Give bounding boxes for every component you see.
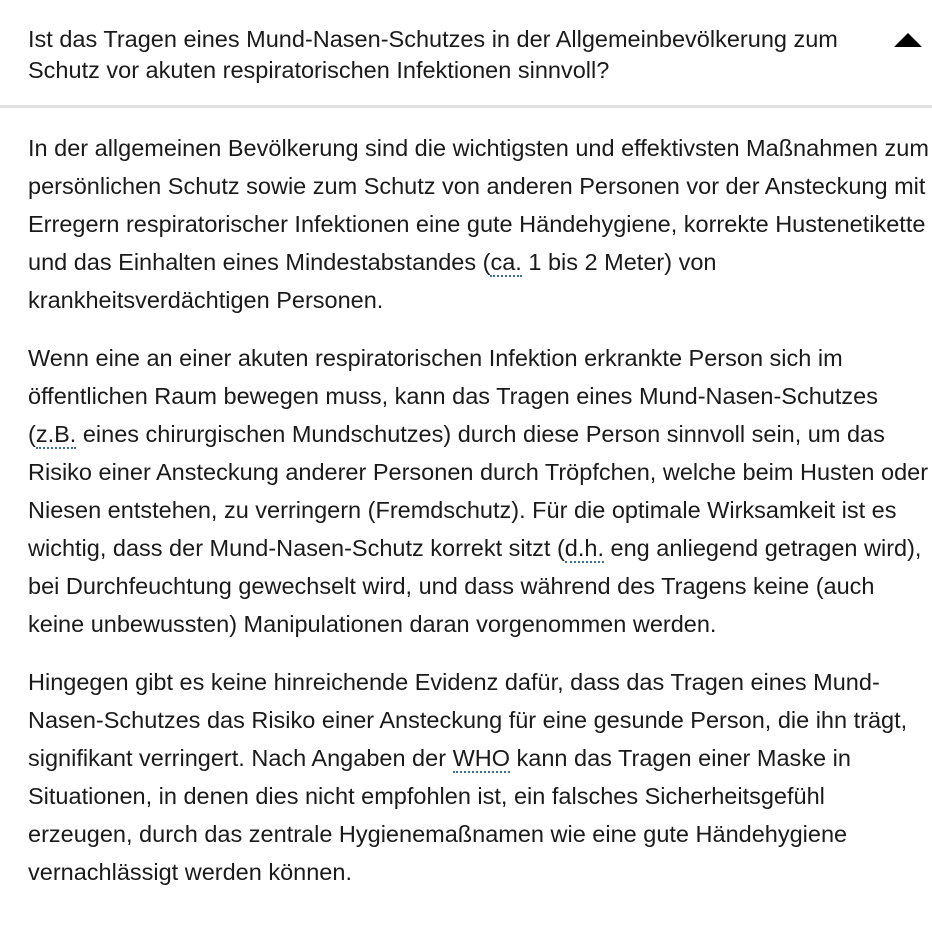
paragraph-text: kann das Tragen einer Maske in Situationen, in denen dies nicht empfohlen ist, ein falsches Sicherheitsgefühl erzeugen, durch das zentrale Hygienemaßnamen wie eine gute Händehygiene vernachlässigt werden können. bbox=[28, 745, 851, 885]
answer-paragraph-2 bbox=[28, 339, 932, 643]
paragraph-text: eines chirurgischen Mundschutzes) durch diese Person sinnvoll sein, um das Risiko einer Ansteckung anderer Personen durch Tröpfchen, welche beim Husten oder Niesen entstehen, zu verringern (Fremdschutz). Für die optimale Wirksamkeit ist es wichtig, dass der Mund-Nasen-Schutz korrekt sitzt ( bbox=[28, 421, 929, 561]
paragraph-text: In der allgemeinen Bevölkerung sind die wichtigsten und effektivsten Maßnahmen zum persönlichen Schutz sowie zum Schutz von anderen Personen vor der Ansteckung mit Erregern respiratorischer Infektionen eine gute Händehygiene, korrekte Hustenetikette und das Einhalten eines Mindestabstandes ( bbox=[28, 135, 929, 275]
answer-paragraph-3 bbox=[28, 663, 932, 891]
abbreviation-dh[interactable]: d.h. bbox=[564, 535, 604, 561]
abbreviation-zb[interactable]: z.B. bbox=[35, 421, 77, 447]
answer-paragraph-1 bbox=[28, 129, 932, 319]
abbreviation-who[interactable]: WHO bbox=[452, 745, 510, 771]
abbreviation-ca[interactable]: ca. bbox=[490, 249, 522, 275]
accordion-header[interactable] bbox=[0, 0, 932, 108]
answer-panel bbox=[0, 108, 932, 891]
triangle-up-icon[interactable] bbox=[894, 33, 922, 47]
question-title[interactable]: Ist das Tragen eines Mund-Nasen-Schutzes in der Allgemeinbevölkerung zum Schutz vor akuten respiratorischen Infektionen sinnvoll? bbox=[28, 26, 838, 83]
paragraph-text: Wenn eine an einer akuten respiratorischen Infektion erkrankte Person sich im öffentlichen Raum bewegen muss, kann das Tragen eines Mund-Nasen-Schutzes ( bbox=[28, 345, 878, 447]
paragraph-text: eng anliegend getragen wird), bei Durchfeuchtung gewechselt wird, und dass während des Tragens keine (auch keine unbewussten) Manipulationen daran vorgenommen werden. bbox=[28, 535, 922, 637]
paragraph-text: Hingegen gibt es keine hinreichende Evidenz dafür, dass das Tragen eines Mund-Nasen-Schutzes das Risiko einer Ansteckung für eine gesunde Person, die ihn trägt, signifikant verringert. Nach Angaben der bbox=[28, 669, 908, 771]
paragraph-text: 1 bis 2 Meter) von krankheitsverdächtigen Personen. bbox=[28, 249, 717, 313]
